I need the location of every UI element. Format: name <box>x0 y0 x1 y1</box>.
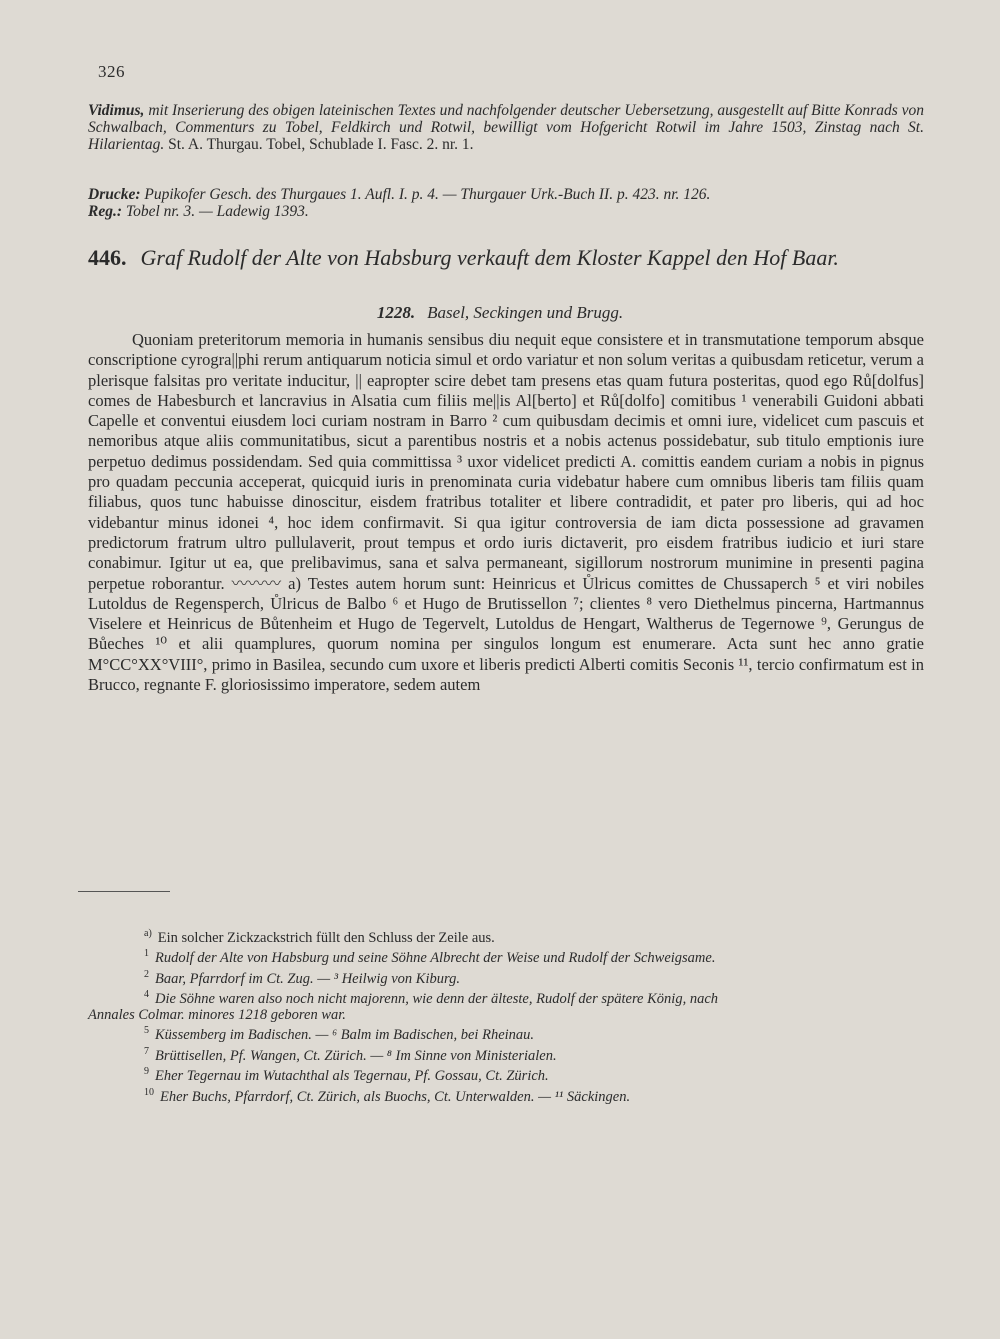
drucke-text: Pupikofer Gesch. des Thurgaues 1. Aufl. I. p. 4. — Thurgauer Urk.-Buch II. p. 423. nr. 126. <box>140 186 711 203</box>
footnote <box>144 987 924 1007</box>
footnote-text: Brüttisellen, Pf. Wangen, Ct. Zürich. — ⁸ Im Sinne von Ministerialen. <box>155 1047 557 1064</box>
footnote-marker: 9 <box>144 1066 149 1078</box>
footnote-text: Eher Buchs, Pfarrdorf, Ct. Zürich, als Buochs, Ct. Unterwalden. — ¹¹ Säckingen. <box>160 1088 631 1105</box>
drucke-line <box>88 186 924 203</box>
footnote-marker: 2 <box>144 968 149 980</box>
footnote <box>144 1044 924 1064</box>
footnote-marker: 4 <box>144 989 149 1001</box>
archive-signature: St. A. Thurgau. Tobel, Schublade I. Fasc. 2. nr. 1. <box>164 136 474 153</box>
footnote <box>144 1023 924 1043</box>
reg-label: Reg.: <box>88 203 123 220</box>
footnote-marker: 1 <box>144 948 149 960</box>
footnote-divider <box>78 891 170 892</box>
footnote-marker: 5 <box>144 1025 149 1037</box>
document-year: 1228. <box>376 303 416 322</box>
footnote-marker: 10 <box>144 1086 154 1098</box>
footnote <box>144 946 924 966</box>
footnote-text: Küssemberg im Badischen. — ⁶ Balm im Badischen, bei Rheinau. <box>155 1027 535 1044</box>
footnote-text: Eher Tegernau im Wutachthal als Tegernau, Pf. Gossau, Ct. Zürich. <box>155 1067 549 1084</box>
charter-text <box>88 330 924 695</box>
document-heading <box>88 244 924 271</box>
footnote-marker: a) <box>144 928 152 939</box>
footnote <box>144 1064 924 1084</box>
document-title: Graf Rudolf der Alte von Habsburg verkauft dem Kloster Kappel den Hof Baar. <box>140 245 839 270</box>
document-place: Basel, Seckingen und Brugg. <box>427 303 624 322</box>
page-number: 326 <box>98 62 125 81</box>
reg-text: Tobel nr. 3. — Ladewig 1393. <box>122 203 309 220</box>
footnote-marker: 7 <box>144 1045 149 1057</box>
footnote-text: Baar, Pfarrdorf im Ct. Zug. — ³ Heilwig von Kiburg. <box>155 970 460 987</box>
footnote <box>144 926 924 946</box>
vidimus-text: mit Inserierung des obigen lateinischen Textes und nachfolgender deutscher Uebersetzung, ausgestellt auf Bitte Konrads von Schwalbach, Commenturs zu Tobel, Feldkirch und Rotwil, bewilligt vom Hofgericht Rotwil im Jahre 1503, Zinstag nach St. Hilarientag. <box>88 102 924 153</box>
footnote-text: Ein solcher Zickzackstrich füllt den Schluss der Zeile aus. <box>157 929 495 946</box>
footnote-text: Rudolf der Alte von Habsburg und seine Söhne Albrecht der Weise und Rudolf der Schweigsame. <box>155 950 716 967</box>
vidimus-lead: Vidimus, <box>88 102 145 119</box>
reg-line <box>88 203 924 220</box>
footnote <box>144 1085 924 1105</box>
footnote-text: Die Söhne waren also noch nicht majorenn, wie denn der älteste, Rudolf der spätere König, nach <box>155 991 719 1008</box>
dateline <box>0 303 1000 323</box>
charter-paragraph: Quoniam preteritorum memoria in humanis sensibus diu nequit eque consistere et in transmutatione temporum absque conscriptione cyrogra||phi rerum antiquarum noticia simul et ordo variatur et non solum veritas a quibusdam reticetur, verum a plerisque falsitas pro veritate inducitur, || eapropter scire debet tam presens etas quam futura posteritas, quod ego Rů[dolfus] comes de Habesburch et lancravius in Alsatia cum filiis me||is Al[berto] et Rů[dolfo] comitibus ¹ venerabili Guidoni abbati Capelle et conventui eiusdem loci curiam nostram in Barro ² cum quibusdam decimis et omni iure, videlicet cum pascuis et nemoribus atque aliis communitatibus, sicut a parentibus nostris et a nobis actenus possidebatur, sub titulo emptionis iure perpetuo dedimus possidendam. Sed quia committissa ³ uxor videlicet predicti A. comittis eandem curiam a nobis in pignus pro quadam peccunia acceperat, quicquid iuris in prenominata curia videbatur habere cum omnibus liberis tam filiis quam filiabus, quos tunc habuisse dinoscitur, eisdem fratribus totaliter et libere contradidit, et pater pro liberis, qui ad hoc videbantur minus idonei ⁴, hoc idem confirmavit. Si qua igitur controversia de iam dicta possessione ad gravamen predictorum fratrum ultro pullulaverit, prout tempus et ordo iuris dictaverit, pro eisdem fratribus iudicio et iuri stare conabimur. Igitur ut ea, que prelibavimus, sana et salva permaneant, sigillorum nostrorum munimine in presenti pagina perpetue roborantur. 〰〰〰 a) Testes autem horum sunt: Heinricus et Ůlricus comittes de Chussaperch ⁵ et viri nobiles Lutoldus de Regensperch, Ůlricus de Balbo ⁶ et Hugo de Brutissellon ⁷; clientes ⁸ vero Diethelmus pincerna, Hartmannus Viselere et Heinricus de Bůtenheim et Hugo de Tegervelt, Lutoldus de Hengart, Waltherus de Tegernowe ⁹, Gerungus de Bůeches ¹⁰ et alii quamplures, quorum nomina per singulos longum est enumerare. Acta sunt hec anno gratie M°CC°XX°VIII°, primo in Basilea, secundo cum uxore et liberis predicti Alberti comitis Seconis ¹¹, tercio confirmatum est in Brucco, regnante F. gloriosissimo imperatore, sedem autem <box>88 330 924 695</box>
footnote-text: Annales Colmar. minores 1218 geboren war. <box>88 1006 346 1023</box>
print-references <box>88 186 924 220</box>
footnote <box>88 1008 924 1024</box>
footnotes <box>88 926 924 1105</box>
footnote <box>144 967 924 987</box>
document-number: 446. <box>88 245 127 270</box>
drucke-label: Drucke: <box>88 186 141 203</box>
vidimus-note <box>88 102 924 153</box>
